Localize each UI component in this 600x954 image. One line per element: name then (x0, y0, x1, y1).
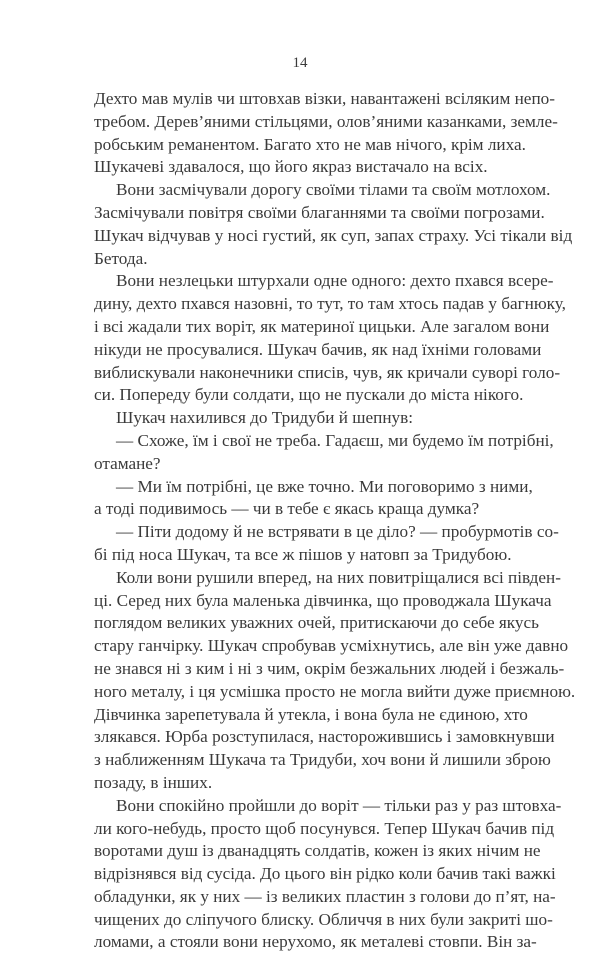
page-number: 14 (292, 55, 308, 71)
text-line: — Схоже, їм і свої не треба. Гадаєш, ми будемо їм потрібні, (116, 430, 554, 450)
text-line: бі під носа Шукач, та все ж пішов у натовп за Тридубою. (94, 544, 512, 564)
text-line: з наближенням Шукача та Тридуби, хоч вони й лишили зброю (94, 750, 551, 770)
text-line: Шукач нахилився до Тридуби й шепнув: (116, 408, 414, 428)
text-line: а тоді подивимось — чи в тебе є якась краща думка? (94, 499, 480, 519)
text-line: Бетода. (94, 248, 148, 268)
text-line: поглядом великих уважних очей, притискаючи до себе якусь (94, 613, 539, 633)
text-line: — Ми їм потрібні, це вже точно. Ми поговоримо з ними, (116, 476, 533, 496)
text-line: Засмічували повітря своїми благаннями та своїми погрозами. (94, 202, 545, 222)
text-line: чищених до сліпучого блиску. Обличчя в них були закриті шо- (94, 909, 553, 929)
text-line: воротами душ із дванадцять солдатів, кожен із яких нічим не (94, 841, 541, 861)
text-line: ли кого-небудь, просто щоб посунувся. Тепер Шукач бачив під (94, 818, 555, 838)
text-line: отамане? (94, 453, 161, 473)
text-line: Дехто мав мулів чи штовхав візки, навантажені всіляким непо- (94, 89, 555, 108)
text-line: Шукач відчував у носі густий, як суп, запах страху. Усі тікали від (94, 225, 573, 245)
text-line: Шукачеві здавалося, що його якраз вистачало на всіх. (94, 157, 488, 177)
text-line: нікуди не просувалися. Шукач бачив, як над їхніми головами (94, 339, 542, 359)
text-line: ці. Серед них була маленька дівчинка, що проводжала Шукача (94, 590, 552, 610)
text-line: відрізнявся від сусіда. До цього він рідко коли бачив такі важкі (94, 864, 556, 884)
text-line: дину, дехто пхався назовні, то тут, то там хтось падав у багнюку, (94, 294, 566, 314)
text-line: — Піти додому й не встрявати в це діло? — пробурмотів со- (116, 522, 559, 542)
text-line: Вони незлецьки штурхали одне одного: дехто пхався всере- (116, 271, 554, 291)
text-line: і всі жадали тих воріт, як материної цицьки. Але загалом вони (94, 316, 550, 336)
text-line: ломами, а стояли вони нерухомо, як металеві стовпи. Він за- (94, 932, 537, 952)
text-line: си. Попереду були солдати, що не пускали до міста нікого. (94, 385, 524, 405)
text-line: Вони засмічували дорогу своїми тілами та своїм мотлохом. (116, 180, 551, 200)
text-line: Коли вони рушили вперед, на них повитріщалися всі півден- (116, 567, 561, 587)
body-text (94, 88, 576, 954)
text-line: робським реманентом. Багато хто не мав нічого, крім лиха. (94, 134, 526, 154)
text-line: злякався. Юрба розступилася, насторожившись і замовкнувши (94, 727, 555, 747)
text-line: позаду, в інших. (94, 772, 213, 792)
text-line: стару ганчірку. Шукач спробував усміхнутись, але він уже давно (94, 636, 569, 656)
text-line: ного металу, і ця усмішка просто не могла вийти дуже приємною. (94, 681, 576, 701)
text-line: не знався ні з ким і ні з чим, окрім безжальних людей і безжаль- (94, 658, 565, 678)
text-line: требом. Дерев’яними стільцями, олов’яними казанками, земле- (94, 111, 558, 131)
text-line: Дівчинка зарепетувала й утекла, і вона була не єдиною, хто (94, 704, 528, 724)
text-line: обладунки, як у них — із великих пластин з голови до п’ят, на- (94, 886, 556, 906)
text-line: виблискували наконечники списів, чув, як кричали суворі голо- (94, 362, 561, 382)
text-line: Вони спокійно пройшли до воріт — тільки раз у раз штовха- (116, 795, 562, 815)
